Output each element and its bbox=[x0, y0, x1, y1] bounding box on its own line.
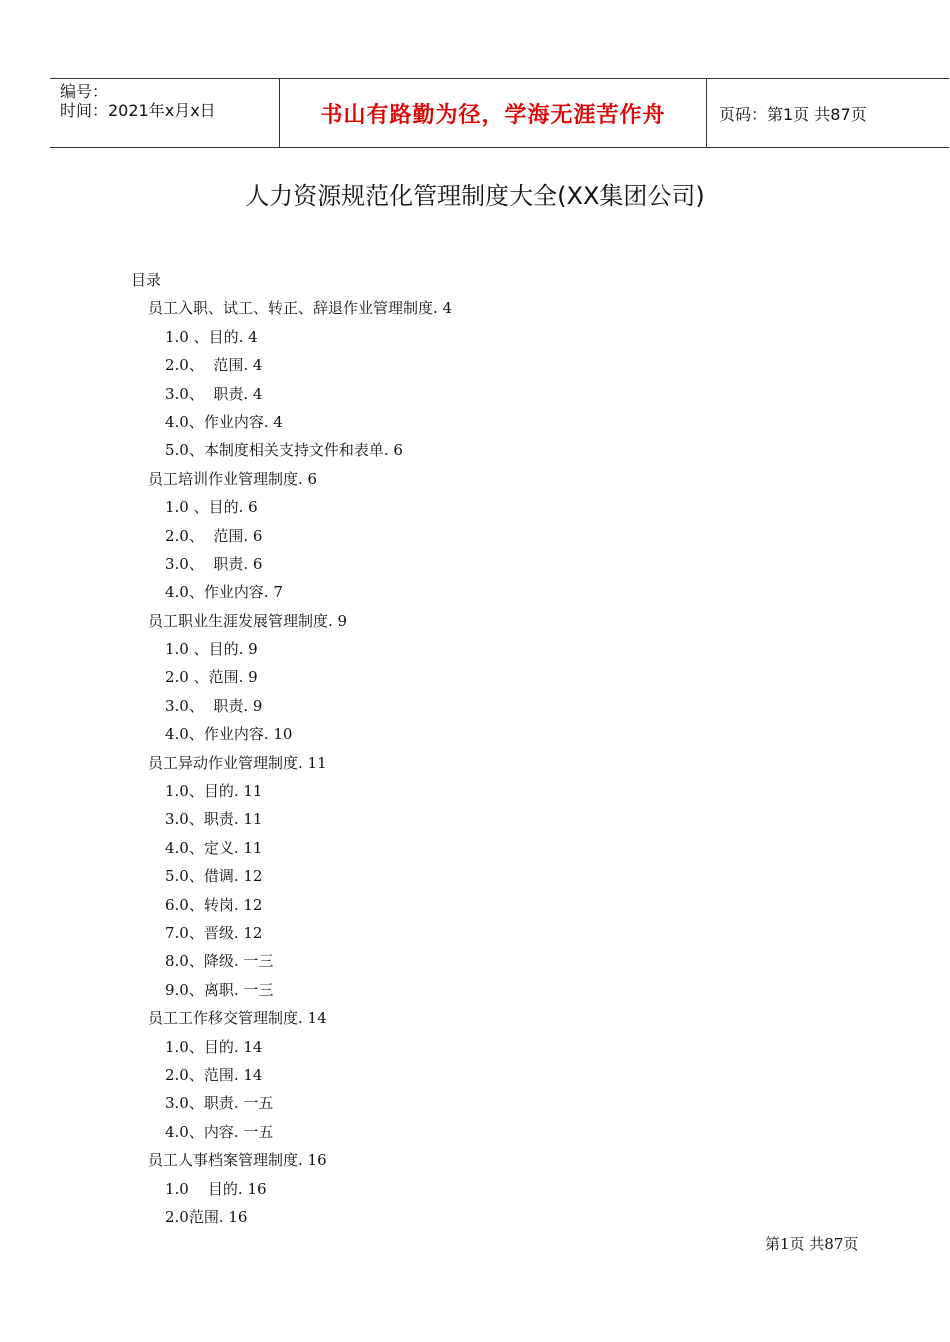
toc-section-entry[interactable]: 员工职业生涯发展管理制度. 9 bbox=[148, 611, 348, 630]
toc-section-entry[interactable]: 员工人事档案管理制度. 16 bbox=[148, 1151, 327, 1170]
toc-heading: 目录 bbox=[131, 271, 162, 289]
header-page-info: 页码：第1页 共87页 bbox=[719, 104, 867, 124]
toc-subsection-entry[interactable]: 2.0 、范围. 9 bbox=[165, 668, 258, 687]
toc-subsection-entry[interactable]: 2.0、 范围. 4 bbox=[165, 356, 263, 375]
toc-subsection-entry[interactable]: 3.0、职责. 一五 bbox=[165, 1094, 274, 1113]
toc-subsection-entry[interactable]: 1.0、目的. 11 bbox=[165, 782, 263, 801]
toc-section-entry[interactable]: 员工异动作业管理制度. 11 bbox=[148, 753, 327, 772]
document-time-label: 时间：2021年x月x日 bbox=[60, 101, 216, 120]
toc-subsection-entry[interactable]: 1.0 、目的. 4 bbox=[165, 327, 258, 346]
toc-section-entry[interactable]: 员工入职、试工、转正、辞退作业管理制度. 4 bbox=[148, 299, 453, 318]
toc-subsection-entry[interactable]: 2.0、范围. 14 bbox=[165, 1065, 263, 1084]
toc-subsection-entry[interactable]: 5.0、本制度相关支持文件和表单. 6 bbox=[165, 441, 403, 460]
toc-subsection-entry[interactable]: 4.0、作业内容. 10 bbox=[165, 725, 293, 744]
document-number-label: 编号： bbox=[60, 82, 109, 101]
toc-section-entry[interactable]: 员工工作移交管理制度. 14 bbox=[148, 1009, 327, 1028]
document-title: 人力资源规范化管理制度大全(XX集团公司) bbox=[245, 182, 705, 210]
toc-subsection-entry[interactable]: 3.0、 职责. 4 bbox=[165, 384, 263, 403]
toc-subsection-entry[interactable]: 3.0、 职责. 9 bbox=[165, 696, 263, 715]
toc-subsection-entry[interactable]: 1.0 目的. 16 bbox=[165, 1179, 267, 1198]
toc-subsection-entry[interactable]: 1.0 、目的. 6 bbox=[165, 498, 258, 517]
toc-subsection-entry[interactable]: 4.0、内容. 一五 bbox=[165, 1122, 274, 1141]
footer-page-info: 第1页 共87页 bbox=[765, 1235, 859, 1253]
toc-section-entry[interactable]: 员工培训作业管理制度. 6 bbox=[148, 469, 318, 488]
toc-subsection-entry[interactable]: 2.0、 范围. 6 bbox=[165, 526, 263, 545]
toc-subsection-entry[interactable]: 6.0、转岗. 12 bbox=[165, 895, 263, 914]
table-of-contents bbox=[131, 266, 452, 1231]
toc-subsection-entry[interactable]: 4.0、定义. 11 bbox=[165, 838, 263, 857]
toc-subsection-entry[interactable]: 2.0范围. 16 bbox=[165, 1207, 248, 1226]
toc-subsection-entry[interactable]: 8.0、降级. 一三 bbox=[165, 952, 274, 971]
toc-subsection-entry[interactable]: 3.0、 职责. 6 bbox=[165, 554, 263, 573]
toc-subsection-entry[interactable]: 1.0 、目的. 9 bbox=[165, 640, 258, 659]
header-meta-cell bbox=[50, 79, 279, 147]
toc-subsection-entry[interactable]: 4.0、作业内容. 4 bbox=[165, 412, 283, 431]
header-motto: 书山有路勤为径，学海无涯苦作舟 bbox=[279, 79, 707, 147]
toc-subsection-entry[interactable]: 7.0、晋级. 12 bbox=[165, 923, 263, 942]
toc-subsection-entry[interactable]: 4.0、作业内容. 7 bbox=[165, 583, 283, 602]
toc-subsection-entry[interactable]: 9.0、离职. 一三 bbox=[165, 980, 274, 999]
header-table bbox=[50, 78, 949, 148]
toc-subsection-entry[interactable]: 1.0、目的. 14 bbox=[165, 1037, 263, 1056]
toc-subsection-entry[interactable]: 3.0、职责. 11 bbox=[165, 810, 263, 829]
toc-subsection-entry[interactable]: 5.0、借调. 12 bbox=[165, 867, 263, 886]
